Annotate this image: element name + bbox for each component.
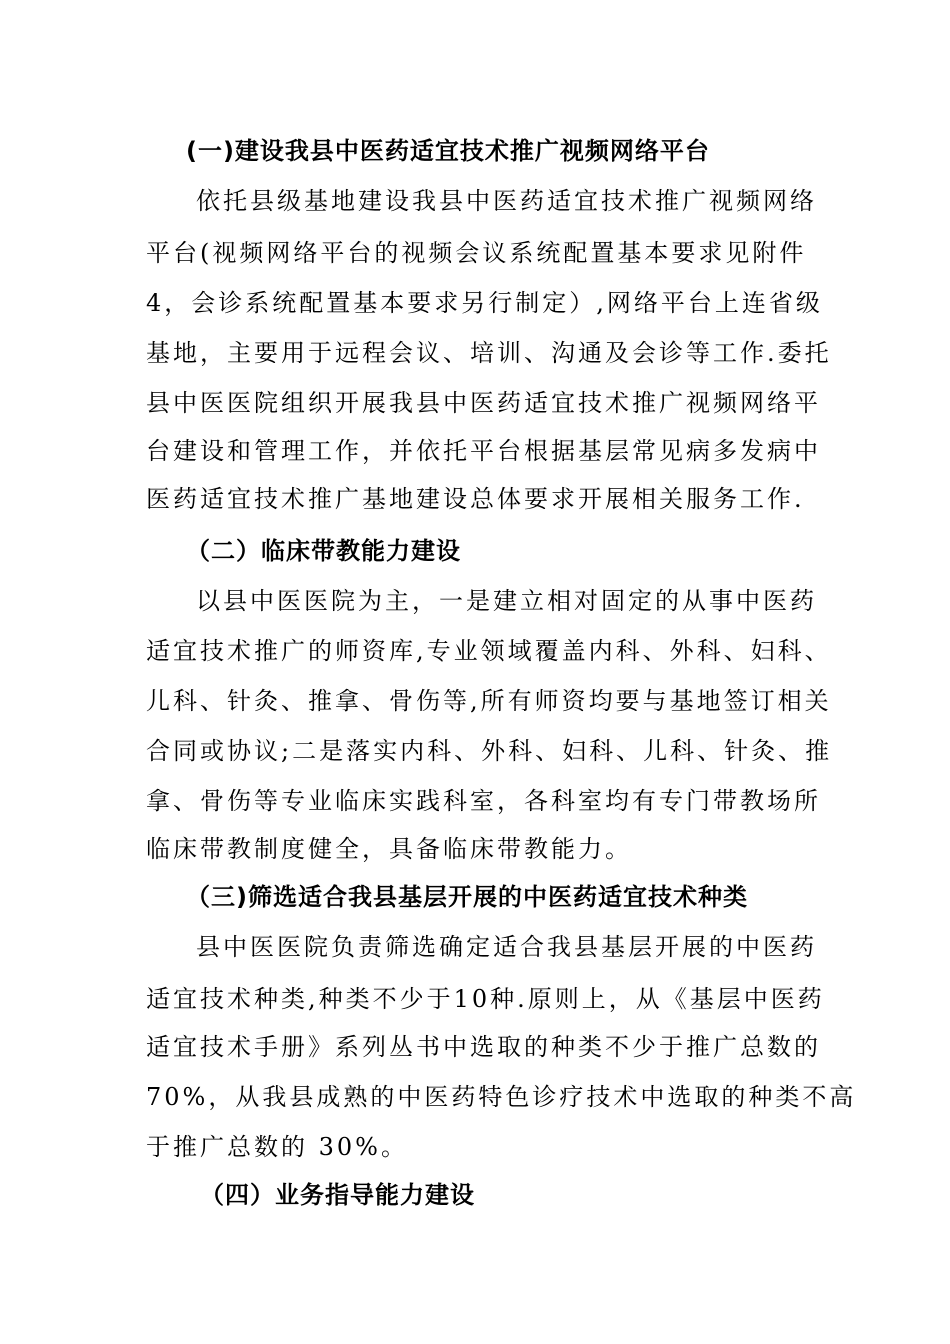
paragraph-line: 于推广总数的 30%。 <box>146 1133 408 1161</box>
paragraph-line: 依托县级基地建设我县中医药适宜技术推广视频网络 <box>196 187 817 215</box>
paragraph-line: 医药适宜技术推广基地建设总体要求开展相关服务工作. <box>146 485 805 513</box>
paragraph-line: 适宜技术种类,种类不少于10种.原则上，从《基层中医药 <box>146 985 825 1013</box>
paragraph-line: 70%，从我县成熟的中医药特色诊疗技术中选取的种类不高 <box>146 1083 857 1111</box>
paragraph-line: 台建设和管理工作，并依托平台根据基层常见病多发病中 <box>146 437 821 465</box>
paragraph-line: 基地，主要用于远程会议、培训、沟通及会诊等工作.委托 <box>146 339 832 367</box>
paragraph-line: 适宜技术推广的师资库,专业领域覆盖内科、外科、妇科、 <box>146 637 832 665</box>
section-heading-2: （二）临床带教能力建设 <box>186 537 461 565</box>
paragraph-line: 适宜技术手册》系列丛书中选取的种类不少于推广总数的 <box>146 1033 821 1061</box>
section-heading-3: （三)筛选适合我县基层开展的中医药适宜技术种类 <box>186 883 748 911</box>
paragraph-line: 临床带教制度健全，具备临床带教能力。 <box>146 835 632 863</box>
paragraph-line: 县中医医院组织开展我县中医药适宜技术推广视频网络平 <box>146 389 821 417</box>
paragraph-line: 平台(视频网络平台的视频会议系统配置基本要求见附件 <box>146 239 807 267</box>
paragraph-line: 4，会诊系统配置基本要求另行制定）,网络平台上连省级 <box>146 289 823 317</box>
paragraph-line: 儿科、针灸、推拿、骨伤等,所有师资均要与基地签订相关 <box>146 687 832 715</box>
paragraph-line: 县中医医院负责筛选确定适合我县基层开展的中医药 <box>196 933 817 961</box>
paragraph-line: 合同或协议;二是落实内科、外科、妇科、儿科、针灸、推 <box>146 737 833 765</box>
paragraph-line: 以县中医医院为主，一是建立相对固定的从事中医药 <box>196 587 817 615</box>
section-heading-4: （四）业务指导能力建设 <box>200 1181 475 1209</box>
paragraph-line: 拿、骨伤等专业临床实践科室，各科室均有专门带教场所 <box>146 787 821 815</box>
section-heading-1: (一)建设我县中医药适宜技术推广视频网络平台 <box>186 137 710 165</box>
